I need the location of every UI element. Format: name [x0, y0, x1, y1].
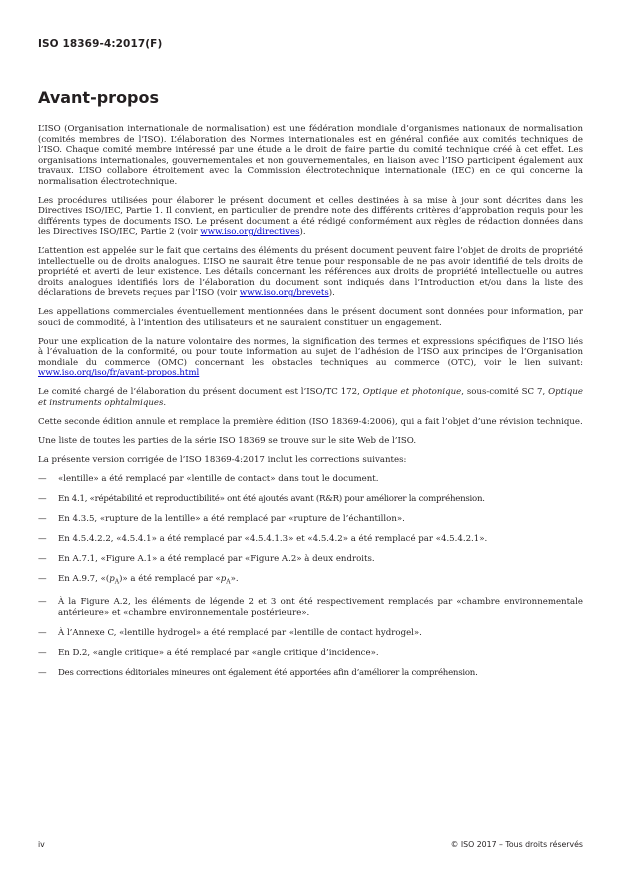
list-dash: — [38, 514, 47, 525]
subscript-a: A [114, 578, 120, 586]
item-text-part: ». [230, 573, 239, 584]
patents-link[interactable]: www.iso.org/brevets [239, 288, 329, 299]
page-number: iv [38, 840, 45, 849]
list-dash: — [38, 494, 47, 505]
list-item-text: En 4.5.4.2.2, «4.5.4.1» a été remplacé par «4.5.4.1.3» et «4.5.4.2» a été remplacé par «4.5.4.2.1». [58, 534, 488, 545]
page-title: Avant-propos [38, 88, 160, 107]
list-item [38, 534, 583, 545]
list-dash: — [38, 597, 47, 608]
committee-text-a: Le comité chargé de l’élaboration du présent document est l’ISO/TC 172, [38, 387, 363, 398]
foreword-link[interactable]: www.iso.org/iso/fr/avant-propos.html [38, 368, 200, 379]
paragraph-procedures [38, 196, 583, 238]
list-dash: — [38, 647, 47, 658]
paragraph-procedures-end: ). [299, 227, 306, 238]
list-item-text: En 4.3.5, «rupture de la lentille» a été remplacé par «rupture de l’échantillon». [58, 514, 405, 525]
list-dash: — [38, 474, 47, 485]
list-item-text: Des corrections éditoriales mineures ont également été apportées afin d’améliorer la compréhension. [58, 667, 478, 678]
paragraph-patents-end: ). [328, 288, 335, 299]
paragraph-series-list: Une liste de toutes les parties de la série ISO 18369 se trouve sur le site Web de l’ISO. [38, 436, 417, 447]
copyright-notice: © ISO 2017 – Tous droits réservés [450, 840, 583, 849]
paragraph-voluntary-text: Pour une explication de la nature volontaire des normes, la signification des termes et expressions spécifiques de l’ISO liés à l’évaluation de la conformité, ou pour toute information au sujet de l’adhésion de l’ISO aux principes de l’Organisation mondiale du commerce (OMC) concernant les obstacles techniques au commerce (OTC), voir le lien suivant: [38, 336, 583, 368]
paragraph-committee [38, 387, 583, 408]
list-item [38, 514, 583, 525]
symbol-p: p [109, 573, 115, 584]
paragraph-corrections-intro: La présente version corrigée de l’ISO 18369-4:2017 inclut les corrections suivantes: [38, 455, 407, 466]
committee-sc-name: Optique et instruments ophtalmiques [38, 387, 583, 408]
item-text-part: )» a été remplacé par « [119, 573, 221, 584]
list-item-text: À la Figure A.2, les éléments de légende 2 et 3 ont été respectivement remplacés par «chambre environnementale antérieure» et «chambre environnementale postérieure». [58, 597, 583, 618]
document-id-header: ISO 18369-4:2017(F) [38, 38, 163, 50]
directives-link[interactable]: www.iso.org/directives [200, 227, 300, 238]
paragraph-patents [38, 246, 583, 299]
paragraph-edition: Cette seconde édition annule et remplace la première édition (ISO 18369-4:2006), qui a fait l’objet d’une révision technique. [38, 417, 583, 428]
list-item-text: «lentille» a été remplacé par «lentille de contact» dans tout le document. [58, 474, 379, 485]
symbol-p: p [220, 573, 227, 584]
list-dash: — [38, 553, 47, 564]
item-text-part: En A.9.7, «( [58, 573, 110, 584]
list-item [38, 648, 583, 659]
list-item [38, 597, 583, 618]
list-item-text: En D.2, «angle critique» a été remplacé par «angle critique d’incidence». [58, 647, 379, 658]
paragraph-patents-text: L’attention est appelée sur le fait que certains des éléments du présent document peuvent faire l’objet de droits de propriété intellectuelle ou de droits analogues. L’ISO ne saurait être tenue pour responsable de ne pas avoir identifié de tels droits de propriété et averti de leur existence. Les détails concernant les références aux droits de propriété intellectuelle ou autres droits analogues identifiés lors de l’élaboration du document sont indiqués dans l’Introduction et/ou dans la liste des déclarations de brevets reçues par l’ISO (voir [38, 246, 583, 299]
list-item [38, 668, 583, 679]
list-item-text [58, 574, 583, 588]
committee-tc-name: Optique et photonique [362, 387, 462, 398]
list-dash: — [38, 667, 47, 678]
list-item-text: En 4.1, «répétabilité et reproductibilité» ont été ajoutés avant (R&R) pour améliorer la compréhension. [58, 494, 485, 505]
committee-text-e: . [163, 397, 167, 408]
list-dash: — [38, 573, 47, 584]
subscript-a: A [226, 578, 231, 586]
list-item [38, 554, 583, 565]
paragraph-iso-intro: L’ISO (Organisation internationale de normalisation) est une fédération mondiale d’organismes nationaux de normalisation (comités membres de l’ISO). L’élaboration des Normes internationales est en général confiée aux comités techniques de l’ISO. Chaque comité membre intéressé par une étude a le droit de faire partie du comité technique créé à cet effet. Les organisations internationales, gouvernementales et non gouvernementales, en liaison avec l’ISO participent également aux travaux. L’ISO collabore étroitement avec la Commission électrotechnique internationale (IEC) en ce qui concerne la normalisation électrotechnique. [38, 124, 583, 187]
list-dash: — [38, 534, 47, 545]
list-item-text: À l’Annexe C, «lentille hydrogel» a été remplacé par «lentille de contact hydrogel». [58, 627, 422, 638]
foreword-body [38, 124, 583, 687]
paragraph-voluntary-nature [38, 337, 583, 379]
list-item [38, 628, 583, 639]
list-item-text: En A.7.1, «Figure A.1» a été remplacé par «Figure A.2» à deux endroits. [58, 553, 375, 564]
paragraph-procedures-text: Les procédures utilisées pour élaborer le présent document et celles destinées à sa mise à jour sont décrites dans les Directives ISO/IEC, Partie 1. Il convient, en particulier de prendre note des différents critères d’approbation requis pour les différents types de documents ISO. Le présent document a été rédigé conformément aux règles de rédaction données dans les Directives ISO/IEC, Partie 2 (voir [38, 195, 583, 238]
list-dash: — [38, 627, 47, 638]
committee-text-c: , sous-comité SC 7, [461, 387, 549, 398]
paragraph-trade-names: Les appellations commerciales éventuellement mentionnées dans le présent document sont données pour information, par souci de commodité, à l’intention des utilisateurs et ne sauraient constituer un engagement. [38, 307, 583, 328]
list-item [38, 474, 583, 485]
list-item [38, 494, 583, 505]
list-item [38, 574, 583, 588]
